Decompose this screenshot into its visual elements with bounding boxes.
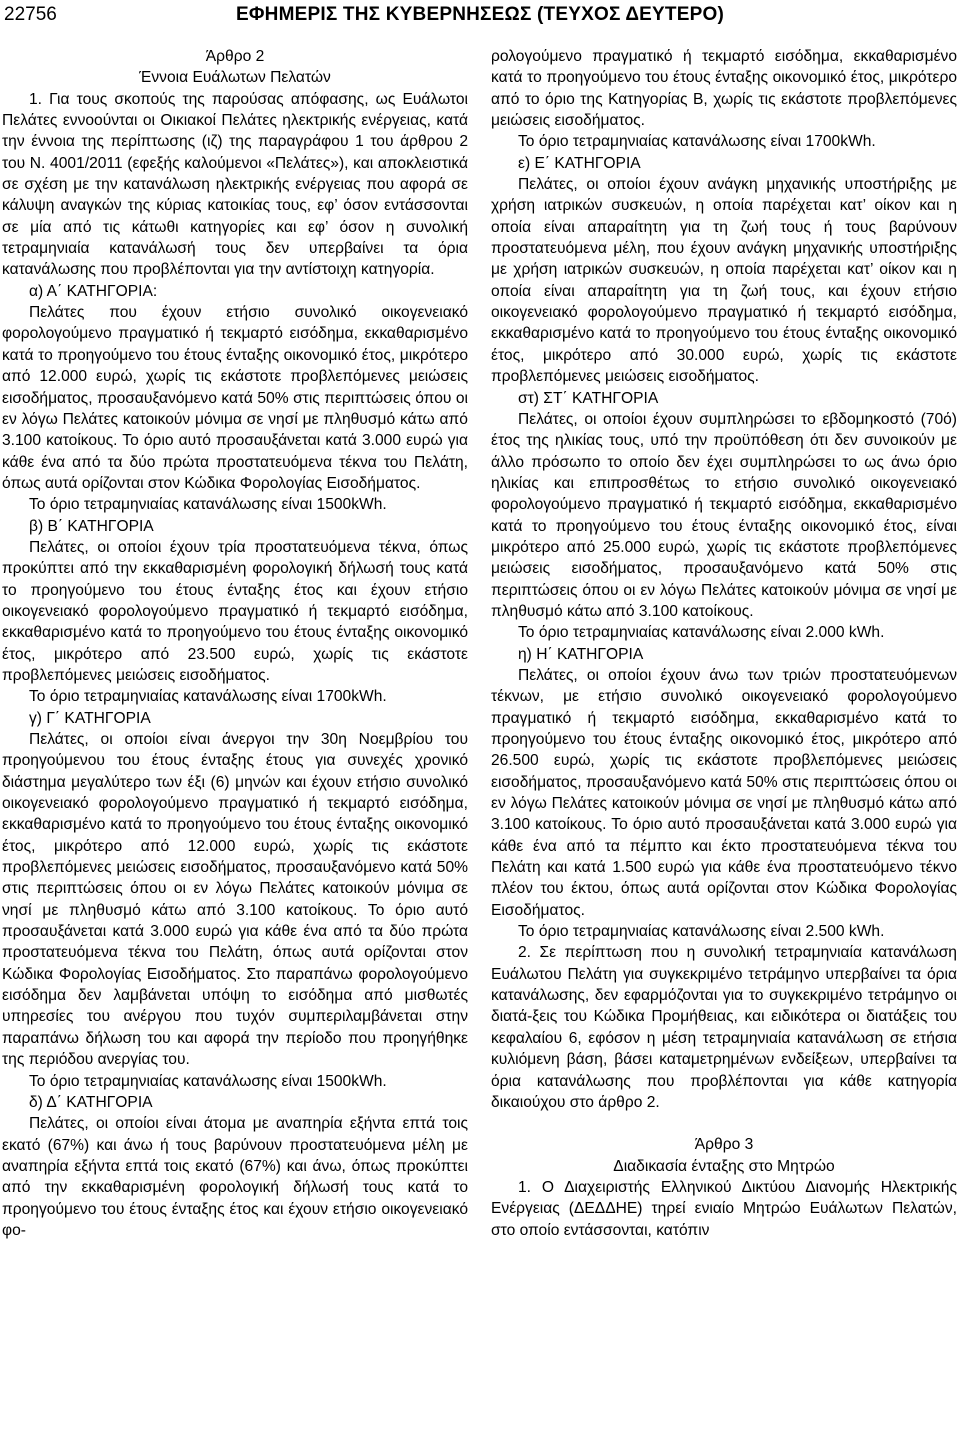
paragraph: 2. Σε περίπτωση που η συνολική τετραμηνιαία κατανάλωση Ευάλωτου Πελάτη για συγκεκριμένο τετράμηνο υπερβαίνει τα όρια κατανάλωσης, δεν εφαρμόζονται για το συγκεκριμένο τετράμηνο οι διατά-ξεις του Κώδικα Προμήθειας, και ειδικότερα οι διατάξεις του κεφαλαίου 6, εφόσον η μέση τετραμηνιαία κατανάλωση σε ετήσια κυλιόμενη βάση, βάσει καταμετρημένων ενδείξεων, υπερβαίνει τα όρια κατανάλωσης που προβλέπονται για κάθε κατηγορία δικαιούχου στο άρθρο 2. [491,944,957,1111]
right-column [491,46,957,1241]
paragraph: η) Η΄ ΚΑΤΗΓΟΡΙΑ [518,645,644,663]
paragraph: Το όριο τετραμηνιαίας κατανάλωσης είναι 1500kWh. [29,1072,387,1090]
paragraph: Πελάτες, οι οποίοι έχουν άνω των τριών προστατευόμενων τέκνων, με ετήσιο συνολικό οικογενειακό φορολογούμενο πραγματικό ή τεκμαρτό εισόδημα, εκκαθαρισμένο κατά το προηγούμενο του έτους ένταξης οικονομικό έτος, μικρότερο από 26.500 ευρώ, χωρίς τις εκάστοτε προβλεπόμενες μειώσεις εισοδήματος, προσαυξανόμενο κατά 50% στις περιπτώσεις όπου οι εν λόγω Πελάτες κατοικούν μόνιμα σε νησί με πληθυσμό κάτω από 3.100 κατοίκους. Το όριο αυτό προσαυξάνεται κατά 3.000 ευρώ για κάθε ένα από τα πέμπτο και έκτο προστατευόμενα τέκνα του Πελάτη και κατά 1.500 ευρώ για κάθε ένα προστατευόμενο τέκνο πλέον του έκτου, όπως αυτά ορίζονται στον Κώδικα Φορολογίας Εισοδήματος. [491,666,957,919]
paragraph: Πελάτες, οι οποίοι είναι άτομα με αναπηρία εξήντα επτά τοις εκατό (67%) και άνω ή τους βαρύνουν προστατευόμενα μέλη με αναπηρία εξήντα επτά τοις εκατό (67%) και άνω, όπως προκύπτει από την εκκαθαρισμένη φορολογική δήλωσή τους κατά το προηγούμενο του έτους ένταξης έτος και έχουν ετήσιο οικογενειακό φο- [2,1115,468,1239]
paragraph: Πελάτες, οι οποίοι έχουν ανάγκη μηχανικής υποστήριξης με χρήση ιατρικών συσκευών, η οποία παρέχεται κατ’ οίκον και η οποία είναι απαραίτητη για τη ζωή τους ή τους βαρύνουν προστατευόμενα μέλη, που έχουν ανάγκη μηχανικής υποστήριξης με χρήση ιατρικών συσκευών, η οποία παρέχεται κατ’ οίκον και η οποία είναι απαραίτητη για τη ζωή τους, και έχουν ετήσιο οικογενειακό φορολογούμενο πραγματικό ή τεκμαρτό εισόδημα, εκκαθαρισμένο κατά το προηγούμενο του έτους ένταξης οικονομικό έτος, μικρότερο από 30.000 ευρώ, χωρίς τις εκάστοτε προβλεπόμενες μειώσεις εισοδήματος. [491,176,957,386]
paragraph: στ) ΣΤ΄ ΚΑΤΗΓΟΡΙΑ [518,389,659,407]
article-heading: Άρθρο 3 [694,1136,754,1154]
paragraph: ρολογούμενο πραγματικό ή τεκμαρτό εισόδημα, εκκαθαρισμένο κατά το προηγούμενο του έτους ένταξης οικονομικό έτος, μικρότερο από το όριο της Κατηγορίας Β, χωρίς τις εκάστοτε προβλεπόμενες μειώσεις εισοδήματος. [491,48,957,130]
paragraph: Το όριο τετραμηνιαίας κατανάλωσης είναι 1700kWh. [29,688,387,706]
paragraph: Το όριο τετραμηνιαίας κατανάλωσης είναι 2.500 kWh. [518,923,885,941]
article-heading: Έννοια Ευάλωτων Πελατών [139,69,331,87]
paragraph: Πελάτες, οι οποίοι είναι άνεργοι την 30η Νοεμβρίου του προηγούμενου του έτους ένταξης έτους για συνεχές χρονικό διάστημα μεγαλύτερο των έξι (6) μηνών και έχουν ετήσιο συνολικό οικογενειακό φορολογούμενο πραγματικό ή τεκμαρτό εισόδημα, εκκαθαρισμένο κατά το προηγούμενο του έτους ένταξης οικονομικό έτος, μικρότερο από 12.000 ευρώ, χωρίς τις εκάστοτε προβλεπόμενες μειώσεις εισοδήματος, προσαυξανόμενο κατά 50% στις περιπτώσεις όπου οι εν λόγω Πελάτες κατοικούν μόνιμα σε νησί με πληθυσμό κάτω από 3.100 κατοίκους. Το όριο αυτό προσαυξάνεται κατά 3.000 ευρώ για κάθε ένα από τα δύο πρώτα προστατευόμενα τέκνα του Πελάτη, όπως αυτά ορίζονται στον Κώδικα Φορολογίας Εισοδήματος. Στο παραπάνω φορολογούμενο εισόδημα δεν λαμβάνεται υπόψη το εισόδημα από μισθωτές υπηρεσίες του ανέργου που τυχόν συμπεριλαμβάνεται στην παραπάνω δήλωση του και αφορά την περίοδο που προηγήθηκε της περιόδου ανεργίας του. [2,731,468,1069]
paragraph: β) Β΄ ΚΑΤΗΓΟΡΙΑ [29,517,154,535]
article-heading: Διαδικασία ένταξης στο Μητρώο [613,1157,835,1175]
paragraph: α) Α΄ ΚΑΤΗΓΟΡΙΑ: [29,282,158,300]
page-number: 22756 [4,4,57,25]
gazette-title: ΕΦΗΜΕΡΙΣ ΤΗΣ ΚΥΒΕΡΝΗΣΕΩΣ (ΤΕΥΧΟΣ ΔΕΥΤΕΡΟ) [236,4,724,25]
left-column [2,46,468,1241]
paragraph: Το όριο τετραμηνιαίας κατανάλωσης είναι 1700kWh. [518,133,876,151]
article-heading: Άρθρο 2 [205,48,265,65]
paragraph: Πελάτες που έχουν ετήσιο συνολικό οικογενειακό φορολογούμενο πραγματικό ή τεκμαρτό εισόδημα, εκκαθαρισμένο κατά το προηγούμενο του έτους ένταξης οικονομικό έτος, μικρότερο από 12.000 ευρώ, χωρίς τις εκάστοτε προβλεπόμενες μειώσεις εισοδήματος, προσαυξανόμενο κατά 50% στις περιπτώσεις όπου οι εν λόγω Πελάτες κατοικούν μόνιμα σε νησί με πληθυσμό κάτω από 3.100 κατοίκους. Το όριο αυτό προσαυξάνεται κατά 3.000 ευρώ για κάθε ένα από τα δύο πρώτα προστατευόμενα τέκνα του Πελάτη, όπως αυτά ορίζονται στον Κώδικα Φορολογίας Εισοδήματος. [2,304,468,492]
paragraph: Πελάτες, οι οποίοι έχουν συμπληρώσει το εβδομηκοστό (70ό) έτος της ηλικίας τους, υπό την προϋπόθεση ότι δεν συνοικούν με άλλο πρόσωπο το οποίο δεν έχει συμπληρώσει το ως άνω όριο ηλικίας και επιπροσθέτως το ετήσιο συνολικό οικογενειακό φορολογούμενο πραγματικό ή τεκμαρτό εισόδημα, εκκαθαρισμένο κατά το προηγούμενο του έτους ένταξης οικονομικό έτος, είναι μικρότερο από 25.000 ευρώ, χωρίς τις εκάστοτε προβλεπόμενες μειώσεις εισοδήματος, προσαυξανόμενο κατά 50% στις περιπτώσεις όπου οι εν λόγω Πελάτες κατοικούν μόνιμα σε νησί με πληθυσμό κάτω από 3.100 κατοίκους. [491,410,957,620]
paragraph: γ) Γ΄ ΚΑΤΗΓΟΡΙΑ [29,709,151,727]
paragraph: Το όριο τετραμηνιαίας κατανάλωσης είναι 2.000 kWh. [518,624,885,642]
paragraph: Πελάτες, οι οποίοι έχουν τρία προστατευόμενα τέκνα, όπως προκύπτει από την εκκαθαρισμένη φορολογική δήλωσή τους κατά το προηγούμενο του έτους ένταξης έτος και έχουν ετήσιο οικογενειακό φορολογούμενο πραγματικό ή τεκμαρτό εισόδημα, εκκαθαρισμένο κατά το προηγούμενο του έτους ένταξης οικονομικό έτος, μικρότερο από 23.500 ευρώ, χωρίς τις εκάστοτε προβλεπόμενες μειώσεις εισοδήματος. [2,538,468,684]
paragraph: Το όριο τετραμηνιαίας κατανάλωσης είναι 1500kWh. [29,496,387,514]
paragraph: 1. Για τους σκοπούς της παρούσας απόφασης, ως Ευάλωτοι Πελάτες εννοούνται οι Οικιακοί Πελάτες ηλεκτρικής ενέργειας, κατά την έννοια της περίπτωσης (ιζ) της παραγράφου 1 του άρθρου 2 του Ν. 4001/2011 (εφεξής καλούμενοι «Πελάτες»), και αποκλειστικά σε σχέση με την κατανάλωση ηλεκτρικής ενέργειας που αφορά σε κάλυψη αναγκών της κύριας κατοικίας τους, εφ’ όσον εντάσσονται σε μία από τις κάτωθι κατηγορίες και εφ’ όσον η συνολική τετραμηνιαία κατανάλωσή τους δεν υπερβαίνει τα όρια κατανάλωσης που προβλέπονται για την αντίστοιχη κατηγορία. [2,90,468,279]
paragraph: 1. Ο Διαχειριστής Ελληνικού Δικτύου Διανομής Ηλεκτρικής Ενέργειας (ΔΕΔΔΗΕ) τηρεί ενιαίο Μητρώο Ευάλωτων Πελατών, στο οποίο εντάσσονται, κατόπιν [491,1178,957,1239]
paragraph: ε) Ε΄ ΚΑΤΗΓΟΡΙΑ [518,154,641,172]
page-header [0,0,960,34]
paragraph: δ) Δ΄ ΚΑΤΗΓΟΡΙΑ [29,1093,153,1111]
